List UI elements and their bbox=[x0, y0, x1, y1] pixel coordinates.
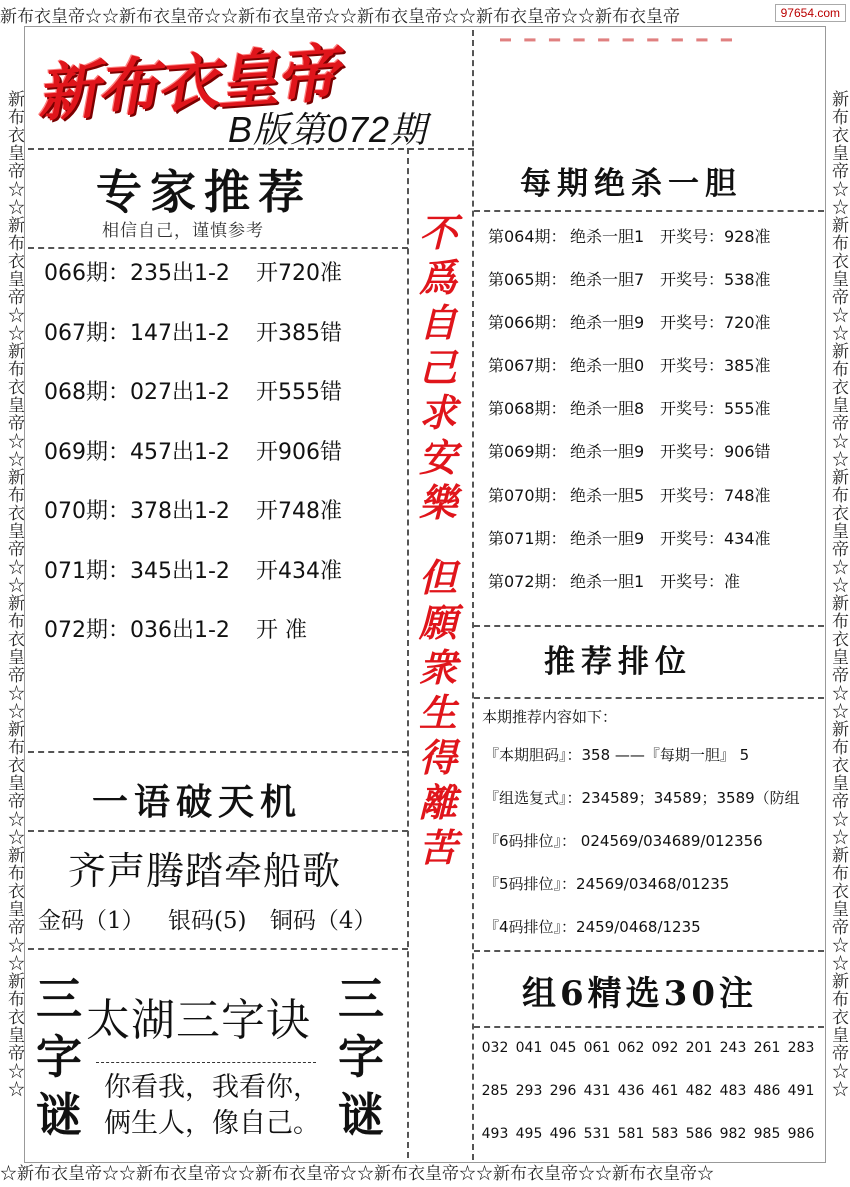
expert-result: 开434准 bbox=[256, 558, 342, 584]
expert-issue: 071期：345出1-2 bbox=[44, 558, 230, 584]
kill-draw: 开奖号：748准 bbox=[660, 485, 771, 505]
kill-row bbox=[488, 267, 818, 310]
ranking-row: 『5码排位』：24569/03468/01235 bbox=[484, 875, 730, 893]
kill-digit: 绝杀一胆1 bbox=[570, 571, 645, 591]
ranking-section-title: 推荐排位 bbox=[544, 644, 692, 680]
group6-number: 201 bbox=[685, 1040, 713, 1056]
kill-digit: 绝杀一胆7 bbox=[570, 270, 645, 290]
kill-issue: 第067期： bbox=[488, 356, 567, 376]
group6-number: 461 bbox=[651, 1083, 679, 1099]
group6-number: 285 bbox=[481, 1083, 509, 1099]
kill-draw: 开奖号：385准 bbox=[660, 356, 771, 376]
group6-number: 496 bbox=[549, 1126, 577, 1142]
site-watermark[interactable]: 97654.com bbox=[775, 4, 846, 22]
expert-row bbox=[44, 435, 394, 495]
kill-row bbox=[488, 310, 818, 353]
divider bbox=[28, 948, 408, 950]
kill-section-title: 每期绝杀一胆 bbox=[520, 166, 742, 202]
kill-issue: 第070期： bbox=[488, 485, 567, 505]
kill-digit: 绝杀一胆9 bbox=[570, 442, 645, 462]
slogan-line-1: 不爲自己求安樂 bbox=[418, 210, 457, 525]
slogan-line-2: 但願衆生得離苦 bbox=[418, 555, 457, 870]
group6-number: 243 bbox=[719, 1040, 747, 1056]
vertical-slogan bbox=[418, 210, 458, 870]
kill-issue: 第069期： bbox=[488, 442, 567, 462]
ranking-row: 『组选复式』：234589；34589；3589（防组 bbox=[484, 789, 800, 807]
group6-number: 982 bbox=[719, 1126, 747, 1142]
expert-row bbox=[44, 554, 394, 614]
kill-row bbox=[488, 439, 818, 482]
side-char: 谜 bbox=[36, 1088, 82, 1142]
kill-issue: 第072期： bbox=[488, 571, 567, 591]
side-char: 字 bbox=[338, 1030, 384, 1084]
border-bottom-strip: ☆新布衣皇帝☆☆新布衣皇帝☆☆新布衣皇帝☆☆新布衣皇帝☆☆新布衣皇帝☆☆新布衣皇帝☆ bbox=[0, 1164, 714, 1184]
border-top-strip: 新布衣皇帝☆☆新布衣皇帝☆☆新布衣皇帝☆☆新布衣皇帝☆☆新布衣皇帝☆☆新布衣皇帝 bbox=[0, 7, 680, 27]
ranking-row: 『6码排位』： 024569/034689/012356 bbox=[484, 832, 763, 850]
border-right-strip: 新布衣皇帝☆☆新布衣皇帝☆☆新布衣皇帝☆☆新布衣皇帝☆☆新布衣皇帝☆☆新布衣皇帝☆☆新布衣皇帝☆☆新布衣皇帝☆☆ bbox=[828, 90, 848, 1098]
divider bbox=[474, 210, 824, 212]
side-char: 三 bbox=[36, 972, 82, 1026]
group6-number: 296 bbox=[549, 1083, 577, 1099]
group6-number: 482 bbox=[685, 1083, 713, 1099]
group6-number: 583 bbox=[651, 1126, 679, 1142]
group6-number: 045 bbox=[549, 1040, 577, 1056]
kill-row bbox=[488, 353, 818, 396]
expert-result: 开720准 bbox=[256, 261, 342, 286]
divider bbox=[28, 247, 408, 249]
ranking-row: 『本期胆码』：358 ——『每期一胆』 5 bbox=[484, 746, 750, 764]
group6-number: 283 bbox=[787, 1040, 815, 1056]
ranking-list bbox=[484, 744, 834, 959]
divider bbox=[472, 30, 474, 1160]
riddle-line-1: 你看我，我看你， bbox=[104, 1072, 320, 1103]
expert-row bbox=[44, 613, 394, 673]
expert-row bbox=[44, 375, 394, 435]
expert-issue: 070期：378出1-2 bbox=[44, 499, 230, 524]
bronze-code: 铜码（4） bbox=[269, 908, 377, 934]
group6-number: 061 bbox=[583, 1040, 611, 1056]
oneword-section-title: 一语破天机 bbox=[92, 781, 303, 823]
expert-result: 开 准 bbox=[256, 618, 307, 643]
kill-issue: 第065期： bbox=[488, 270, 567, 290]
ranking-intro: 本期推荐内容如下： bbox=[482, 708, 618, 726]
expert-section-subtitle: 相信自己，谨慎参考 bbox=[102, 221, 264, 241]
group6-number: 985 bbox=[753, 1126, 781, 1142]
kill-digit: 绝杀一胆1 bbox=[570, 227, 645, 246]
divider bbox=[28, 830, 408, 832]
kill-digit: 绝杀一胆8 bbox=[570, 399, 645, 419]
expert-issue: 068期：027出1-2 bbox=[44, 380, 230, 405]
group6-number: 062 bbox=[617, 1040, 645, 1056]
expert-row bbox=[44, 316, 394, 376]
group6-number-grid bbox=[478, 1040, 818, 1145]
kill-draw: 开奖号：538准 bbox=[660, 270, 771, 290]
divider bbox=[474, 1026, 824, 1028]
kill-issue: 第066期： bbox=[488, 313, 567, 333]
side-char: 谜 bbox=[338, 1088, 384, 1142]
riddle-line-2: 俩生人，像自己。 bbox=[104, 1108, 320, 1139]
riddle-text bbox=[104, 1070, 320, 1142]
kill-draw: 开奖号：准 bbox=[660, 571, 741, 591]
border-left-strip: 新布衣皇帝☆☆新布衣皇帝☆☆新布衣皇帝☆☆新布衣皇帝☆☆新布衣皇帝☆☆新布衣皇帝☆☆新布衣皇帝☆☆新布衣皇帝☆☆ bbox=[4, 90, 24, 1098]
expert-issue: 067期：147出1-2 bbox=[44, 320, 230, 346]
kill-row bbox=[488, 396, 818, 439]
group6-number: 092 bbox=[651, 1040, 679, 1056]
group6-number: 581 bbox=[617, 1126, 645, 1142]
kill-row bbox=[488, 224, 818, 267]
expert-result: 开385错 bbox=[256, 320, 342, 346]
kill-draw: 开奖号：555准 bbox=[660, 399, 771, 419]
kill-issue: 第064期： bbox=[488, 227, 567, 246]
group6-section-title: 组6精选30注 bbox=[522, 974, 757, 1014]
kill-row bbox=[488, 569, 818, 612]
expert-issue: 066期：235出1-2 bbox=[44, 261, 230, 286]
kill-draw: 开奖号：928准 bbox=[660, 227, 771, 246]
group6-number: 493 bbox=[481, 1126, 509, 1142]
kill-digit: 绝杀一胆9 bbox=[570, 528, 645, 548]
kill-digit: 绝杀一胆5 bbox=[570, 485, 645, 505]
group6-number: 041 bbox=[515, 1040, 543, 1056]
kill-row bbox=[488, 483, 818, 526]
brand-logo: 新布衣皇帝 bbox=[34, 36, 339, 131]
kill-digit: 绝杀一胆0 bbox=[570, 356, 645, 376]
expert-section-title: 专家推荐 bbox=[96, 165, 312, 219]
riddle-divider bbox=[96, 1062, 316, 1063]
kill-issue: 第071期： bbox=[488, 528, 567, 548]
edition-label: B版第072期 bbox=[228, 109, 428, 150]
gold-code: 金码（1） bbox=[38, 908, 145, 934]
kill-list bbox=[488, 224, 818, 612]
expert-issue: 069期：457出1-2 bbox=[44, 439, 230, 465]
oneword-codes bbox=[38, 902, 393, 935]
group6-number: 491 bbox=[787, 1083, 815, 1099]
kill-draw: 开奖号：434准 bbox=[660, 528, 771, 548]
group6-number: 483 bbox=[719, 1083, 747, 1099]
divider bbox=[474, 625, 824, 627]
group6-number: 032 bbox=[481, 1040, 509, 1056]
riddle-title: 太湖三字诀 bbox=[86, 995, 311, 1046]
kill-row bbox=[488, 526, 818, 569]
expert-result: 开748准 bbox=[256, 499, 342, 524]
riddle-side-label-right bbox=[338, 970, 384, 1144]
side-char: 三 bbox=[338, 972, 384, 1026]
group6-number: 986 bbox=[787, 1126, 815, 1142]
oneword-poem: 齐声腾踏牵船歌 bbox=[68, 849, 342, 893]
group6-number: 431 bbox=[583, 1083, 611, 1099]
kill-digit: 绝杀一胆9 bbox=[570, 313, 645, 333]
group6-number: 531 bbox=[583, 1126, 611, 1142]
group6-number: 293 bbox=[515, 1083, 543, 1099]
expert-row bbox=[44, 494, 394, 554]
expert-row bbox=[44, 256, 394, 316]
divider bbox=[474, 697, 824, 699]
expert-result: 开906错 bbox=[256, 439, 342, 465]
expert-issue: 072期：036出1-2 bbox=[44, 618, 230, 643]
kill-issue: 第068期： bbox=[488, 399, 567, 419]
silver-code: 银码(5) bbox=[167, 908, 247, 934]
group6-number: 586 bbox=[685, 1126, 713, 1142]
group6-number: 495 bbox=[515, 1126, 543, 1142]
divider bbox=[28, 751, 408, 753]
expert-list bbox=[44, 256, 394, 673]
divider bbox=[407, 148, 409, 1158]
group6-number: 436 bbox=[617, 1083, 645, 1099]
riddle-side-label-left bbox=[36, 970, 82, 1144]
group6-number: 261 bbox=[753, 1040, 781, 1056]
ranking-row: 『4码排位』：2459/0468/1235 bbox=[484, 918, 701, 936]
side-char: 字 bbox=[36, 1030, 82, 1084]
group6-number: 486 bbox=[753, 1083, 781, 1099]
kill-draw: 开奖号：720准 bbox=[660, 313, 771, 333]
faded-header-decoration: ━ ━ ━ ━ ━ ━ ━ ━ ━ ━ bbox=[500, 30, 736, 46]
kill-draw: 开奖号：906错 bbox=[660, 442, 771, 462]
expert-result: 开555错 bbox=[256, 380, 342, 405]
